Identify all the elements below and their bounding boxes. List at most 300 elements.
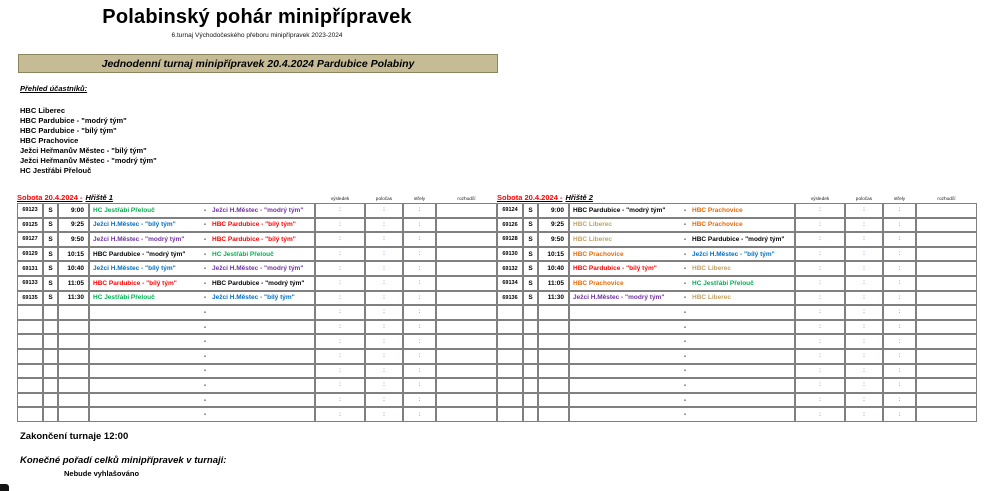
time-cell: 10:40 bbox=[538, 261, 569, 276]
teams-separator-dash: - bbox=[683, 323, 687, 331]
teams-cell bbox=[89, 320, 315, 335]
column-header-halftime: poločas bbox=[375, 196, 393, 202]
teams-separator-dash: - bbox=[203, 206, 207, 214]
day-cell bbox=[43, 364, 58, 379]
participants-heading: Přehled účastníků: bbox=[20, 84, 88, 93]
halftime-cell: : bbox=[365, 305, 403, 320]
referee-cell bbox=[916, 305, 977, 320]
referee-cell bbox=[436, 232, 497, 247]
day-cell bbox=[523, 393, 538, 408]
time-cell bbox=[538, 393, 569, 408]
day-cell bbox=[523, 407, 538, 422]
teams-separator-dash: - bbox=[683, 338, 687, 346]
teams-cell bbox=[569, 276, 795, 291]
participant-item: Ježci Heřmanův Městec - "modrý tým" bbox=[20, 156, 157, 165]
match-number-cell bbox=[497, 305, 523, 320]
time-cell bbox=[58, 378, 89, 393]
shots-cell: : bbox=[883, 247, 916, 262]
teams-cell bbox=[89, 261, 315, 276]
participant-item: HBC Prachovice bbox=[20, 136, 79, 145]
time-cell: 9:00 bbox=[538, 203, 569, 218]
match-row bbox=[497, 218, 977, 233]
teams-cell bbox=[569, 378, 795, 393]
column-header-shots: střely bbox=[413, 196, 426, 202]
result-cell: : bbox=[795, 203, 845, 218]
teams-cell bbox=[569, 247, 795, 262]
home-team: HBC Pardubice - "modrý tým" bbox=[573, 206, 666, 214]
home-team: Ježci H.Městec - "modrý tým" bbox=[573, 294, 665, 302]
match-number-cell: 69129 bbox=[17, 247, 43, 262]
result-cell: : bbox=[315, 378, 365, 393]
empty-row bbox=[17, 320, 497, 335]
page-header bbox=[18, 6, 496, 39]
referee-cell bbox=[436, 247, 497, 262]
teams-separator-dash: - bbox=[203, 338, 207, 346]
halftime-cell: : bbox=[365, 232, 403, 247]
time-cell bbox=[58, 349, 89, 364]
match-number-cell: 69134 bbox=[497, 276, 523, 291]
column-header-halftime: poločas bbox=[855, 196, 873, 202]
teams-separator-dash: - bbox=[203, 411, 207, 419]
match-number-cell bbox=[497, 407, 523, 422]
halftime-cell: : bbox=[365, 291, 403, 306]
referee-cell bbox=[436, 393, 497, 408]
participant-item: HBC Pardubice - "modrý tým" bbox=[20, 116, 127, 125]
teams-cell bbox=[89, 407, 315, 422]
match-number-cell: 69133 bbox=[17, 276, 43, 291]
schedule-date-title bbox=[17, 193, 315, 202]
halftime-cell: : bbox=[365, 349, 403, 364]
referee-cell bbox=[916, 261, 977, 276]
away-team: HC Jestřábi Přelouč bbox=[212, 250, 274, 258]
teams-cell bbox=[89, 203, 315, 218]
match-number-cell bbox=[17, 320, 43, 335]
teams-cell bbox=[89, 232, 315, 247]
teams-cell bbox=[89, 305, 315, 320]
result-cell: : bbox=[315, 349, 365, 364]
day-cell bbox=[523, 349, 538, 364]
day-cell: S bbox=[523, 232, 538, 247]
teams-separator-dash: - bbox=[203, 381, 207, 389]
column-header-referee: rozhodčí bbox=[457, 196, 476, 202]
teams-cell bbox=[569, 334, 795, 349]
tournament-banner: Jednodenní turnaj minipřípravek 20.4.2024 Pardubice Polabiny bbox=[18, 54, 498, 73]
result-cell: : bbox=[795, 218, 845, 233]
referee-cell bbox=[916, 276, 977, 291]
match-row bbox=[497, 247, 977, 262]
day-cell: S bbox=[43, 291, 58, 306]
result-cell: : bbox=[795, 276, 845, 291]
result-cell: : bbox=[315, 276, 365, 291]
home-team: HBC Pardubice - "bílý tým" bbox=[93, 279, 177, 287]
match-number-cell: 69135 bbox=[17, 291, 43, 306]
teams-separator-dash: - bbox=[203, 221, 207, 229]
day-cell bbox=[43, 378, 58, 393]
day-cell: S bbox=[523, 261, 538, 276]
day-cell: S bbox=[523, 247, 538, 262]
column-header-result: výsledek bbox=[810, 196, 830, 202]
shots-cell: : bbox=[403, 291, 436, 306]
time-cell: 9:25 bbox=[538, 218, 569, 233]
time-cell bbox=[538, 305, 569, 320]
result-cell: : bbox=[795, 334, 845, 349]
shots-cell: : bbox=[883, 291, 916, 306]
teams-separator-dash: - bbox=[203, 279, 207, 287]
teams-separator-dash: - bbox=[203, 352, 207, 360]
time-cell: 9:25 bbox=[58, 218, 89, 233]
participants-section bbox=[20, 84, 157, 176]
empty-row bbox=[497, 407, 977, 422]
day-cell: S bbox=[523, 203, 538, 218]
time-cell bbox=[538, 349, 569, 364]
away-team: HBC Pardubice - "modrý tým" bbox=[692, 235, 785, 243]
away-team: HBC Pardubice - "bílý tým" bbox=[212, 221, 296, 229]
empty-row bbox=[17, 349, 497, 364]
result-cell: : bbox=[315, 407, 365, 422]
away-team: Ježci H.Městec - "modrý tým" bbox=[212, 206, 304, 214]
referee-cell bbox=[436, 320, 497, 335]
shots-cell: : bbox=[403, 203, 436, 218]
match-number-cell bbox=[17, 364, 43, 379]
result-cell: : bbox=[315, 261, 365, 276]
result-cell: : bbox=[795, 305, 845, 320]
referee-cell bbox=[436, 291, 497, 306]
result-cell: : bbox=[795, 320, 845, 335]
halftime-cell: : bbox=[365, 334, 403, 349]
referee-cell bbox=[436, 378, 497, 393]
halftime-cell: : bbox=[365, 407, 403, 422]
home-team: HBC Liberec bbox=[573, 235, 613, 243]
referee-cell bbox=[436, 305, 497, 320]
column-header-referee: rozhodčí bbox=[937, 196, 956, 202]
result-cell: : bbox=[795, 247, 845, 262]
teams-separator-dash: - bbox=[683, 411, 687, 419]
result-cell: : bbox=[795, 364, 845, 379]
teams-separator-dash: - bbox=[683, 396, 687, 404]
teams-separator-dash: - bbox=[683, 367, 687, 375]
shots-cell: : bbox=[883, 349, 916, 364]
empty-row bbox=[17, 378, 497, 393]
day-cell bbox=[43, 349, 58, 364]
screen-corner-artifact bbox=[0, 484, 9, 491]
halftime-cell: : bbox=[365, 393, 403, 408]
match-number-cell: 69125 bbox=[17, 218, 43, 233]
day-cell bbox=[43, 305, 58, 320]
page-title: Polabinský pohár minipřípravek bbox=[102, 6, 412, 28]
time-cell: 9:50 bbox=[538, 232, 569, 247]
teams-separator-dash: - bbox=[683, 294, 687, 302]
home-team: Ježci H.Městec - "bílý tým" bbox=[93, 265, 176, 273]
day-cell: S bbox=[43, 218, 58, 233]
day-cell bbox=[523, 320, 538, 335]
time-cell bbox=[58, 364, 89, 379]
closing-time-note: Zakončení turnaje 12:00 bbox=[20, 431, 129, 442]
shots-cell: : bbox=[403, 393, 436, 408]
halftime-cell: : bbox=[365, 378, 403, 393]
time-cell bbox=[58, 320, 89, 335]
referee-cell bbox=[436, 407, 497, 422]
teams-separator-dash: - bbox=[683, 206, 687, 214]
shots-cell: : bbox=[403, 247, 436, 262]
match-number-cell: 69131 bbox=[17, 261, 43, 276]
shots-cell: : bbox=[883, 261, 916, 276]
empty-row bbox=[497, 393, 977, 408]
away-team: HBC Prachovice bbox=[692, 206, 743, 214]
match-row bbox=[497, 232, 977, 247]
shots-cell: : bbox=[883, 276, 916, 291]
shots-cell: : bbox=[883, 393, 916, 408]
teams-separator-dash: - bbox=[203, 265, 207, 273]
schedule-rows bbox=[497, 203, 977, 422]
teams-cell bbox=[89, 349, 315, 364]
shots-cell: : bbox=[403, 305, 436, 320]
referee-cell bbox=[916, 247, 977, 262]
match-row bbox=[17, 291, 497, 306]
halftime-cell: : bbox=[365, 247, 403, 262]
day-cell bbox=[523, 364, 538, 379]
day-cell: S bbox=[43, 232, 58, 247]
halftime-cell: : bbox=[845, 203, 883, 218]
empty-row bbox=[497, 305, 977, 320]
home-team: HBC Liberec bbox=[573, 221, 613, 229]
halftime-cell: : bbox=[845, 364, 883, 379]
participant-item: HBC Pardubice - "bílý tým" bbox=[20, 126, 117, 135]
schedule-header bbox=[17, 192, 497, 202]
final-standings-value: Nebude vyhlašováno bbox=[64, 469, 140, 478]
shots-cell: : bbox=[403, 407, 436, 422]
match-number-cell bbox=[497, 364, 523, 379]
teams-cell bbox=[89, 393, 315, 408]
time-cell bbox=[538, 334, 569, 349]
teams-cell bbox=[569, 364, 795, 379]
teams-separator-dash: - bbox=[203, 367, 207, 375]
shots-cell: : bbox=[883, 320, 916, 335]
halftime-cell: : bbox=[845, 407, 883, 422]
schedule-rows bbox=[17, 203, 497, 422]
day-cell bbox=[43, 320, 58, 335]
shots-cell: : bbox=[403, 232, 436, 247]
halftime-cell: : bbox=[845, 232, 883, 247]
teams-separator-dash: - bbox=[203, 235, 207, 243]
match-row bbox=[497, 203, 977, 218]
shots-cell: : bbox=[403, 349, 436, 364]
teams-separator-dash: - bbox=[203, 323, 207, 331]
shots-cell: : bbox=[883, 334, 916, 349]
referee-cell bbox=[436, 364, 497, 379]
halftime-cell: : bbox=[845, 393, 883, 408]
shots-cell: : bbox=[403, 218, 436, 233]
shots-cell: : bbox=[403, 364, 436, 379]
page-subtitle: 6.turnaj Východočeského přeboru minipřípravek 2023-2024 bbox=[171, 32, 343, 39]
column-header-shots: střely bbox=[893, 196, 906, 202]
time-cell: 10:15 bbox=[58, 247, 89, 262]
empty-row bbox=[497, 349, 977, 364]
time-cell bbox=[538, 378, 569, 393]
halftime-cell: : bbox=[365, 203, 403, 218]
result-cell: : bbox=[315, 334, 365, 349]
halftime-cell: : bbox=[845, 247, 883, 262]
teams-cell bbox=[569, 218, 795, 233]
teams-separator-dash: - bbox=[203, 308, 207, 316]
shots-cell: : bbox=[883, 305, 916, 320]
teams-cell bbox=[89, 276, 315, 291]
empty-row bbox=[497, 378, 977, 393]
referee-cell bbox=[436, 218, 497, 233]
match-number-cell: 69127 bbox=[17, 232, 43, 247]
teams-cell bbox=[569, 349, 795, 364]
referee-cell bbox=[916, 378, 977, 393]
match-number-cell: 69126 bbox=[497, 218, 523, 233]
teams-cell bbox=[89, 364, 315, 379]
halftime-cell: : bbox=[845, 349, 883, 364]
match-row bbox=[17, 218, 497, 233]
time-cell bbox=[538, 407, 569, 422]
result-cell: : bbox=[315, 364, 365, 379]
teams-cell bbox=[569, 407, 795, 422]
teams-cell bbox=[569, 232, 795, 247]
teams-separator-dash: - bbox=[203, 396, 207, 404]
column-header-result: výsledek bbox=[330, 196, 350, 202]
referee-cell bbox=[916, 232, 977, 247]
day-cell: S bbox=[43, 247, 58, 262]
match-number-cell bbox=[17, 393, 43, 408]
empty-row bbox=[17, 334, 497, 349]
away-team: HBC Pardubice - "bílý tým" bbox=[212, 235, 296, 243]
teams-cell bbox=[569, 203, 795, 218]
away-team: Ježci H.Městec - "bílý tým" bbox=[692, 250, 775, 258]
referee-cell bbox=[916, 320, 977, 335]
teams-cell bbox=[89, 218, 315, 233]
time-cell: 11:30 bbox=[538, 291, 569, 306]
referee-cell bbox=[436, 261, 497, 276]
match-number-cell: 69136 bbox=[497, 291, 523, 306]
teams-separator-dash: - bbox=[203, 294, 207, 302]
teams-separator-dash: - bbox=[683, 381, 687, 389]
referee-cell bbox=[916, 334, 977, 349]
shots-cell: : bbox=[883, 218, 916, 233]
day-cell: S bbox=[43, 276, 58, 291]
shots-cell: : bbox=[883, 364, 916, 379]
date-label: Sobota 20.4.2024 - bbox=[497, 193, 563, 202]
time-cell: 11:30 bbox=[58, 291, 89, 306]
halftime-cell: : bbox=[365, 261, 403, 276]
time-cell: 10:15 bbox=[538, 247, 569, 262]
shots-cell: : bbox=[883, 378, 916, 393]
empty-row bbox=[17, 305, 497, 320]
empty-row bbox=[497, 320, 977, 335]
day-cell bbox=[523, 334, 538, 349]
empty-row bbox=[497, 334, 977, 349]
teams-cell bbox=[89, 291, 315, 306]
match-row bbox=[497, 261, 977, 276]
match-number-cell bbox=[17, 334, 43, 349]
result-cell: : bbox=[315, 203, 365, 218]
empty-row bbox=[17, 407, 497, 422]
teams-separator-dash: - bbox=[683, 279, 687, 287]
day-cell bbox=[523, 378, 538, 393]
teams-separator-dash: - bbox=[683, 308, 687, 316]
referee-cell bbox=[916, 349, 977, 364]
empty-row bbox=[497, 364, 977, 379]
away-team: HBC Pardubice - "modrý tým" bbox=[212, 279, 305, 287]
participant-item: Ježci Heřmanův Městec - "bílý tým" bbox=[20, 146, 147, 155]
day-cell: S bbox=[523, 218, 538, 233]
day-cell: S bbox=[43, 261, 58, 276]
empty-row bbox=[17, 393, 497, 408]
match-row bbox=[17, 203, 497, 218]
time-cell bbox=[58, 305, 89, 320]
teams-cell bbox=[569, 261, 795, 276]
halftime-cell: : bbox=[845, 291, 883, 306]
halftime-cell: : bbox=[845, 218, 883, 233]
result-cell: : bbox=[795, 349, 845, 364]
away-team: HBC Liberec bbox=[692, 294, 732, 302]
result-cell: : bbox=[795, 407, 845, 422]
time-cell: 11:05 bbox=[58, 276, 89, 291]
day-cell: S bbox=[43, 203, 58, 218]
referee-cell bbox=[916, 218, 977, 233]
schedule-date-title bbox=[497, 193, 795, 202]
match-row bbox=[497, 291, 977, 306]
away-team: Ježci H.Městec - "modrý tým" bbox=[212, 265, 304, 273]
date-label: Sobota 20.4.2024 - bbox=[17, 193, 83, 202]
match-number-cell bbox=[497, 320, 523, 335]
referee-cell bbox=[436, 349, 497, 364]
home-team: HC Jestřábi Přelouč bbox=[93, 294, 155, 302]
day-cell: S bbox=[523, 276, 538, 291]
day-cell: S bbox=[523, 291, 538, 306]
match-row bbox=[17, 276, 497, 291]
match-number-cell bbox=[17, 378, 43, 393]
time-cell bbox=[538, 320, 569, 335]
time-cell: 9:00 bbox=[58, 203, 89, 218]
time-cell bbox=[58, 407, 89, 422]
time-cell: 11:05 bbox=[538, 276, 569, 291]
match-row bbox=[17, 232, 497, 247]
day-cell bbox=[523, 305, 538, 320]
match-number-cell bbox=[497, 349, 523, 364]
halftime-cell: : bbox=[845, 334, 883, 349]
home-team: HBC Prachovice bbox=[573, 250, 624, 258]
shots-cell: : bbox=[403, 334, 436, 349]
home-team: HBC Pardubice - "modrý tým" bbox=[93, 250, 186, 258]
shots-cell: : bbox=[403, 378, 436, 393]
halftime-cell: : bbox=[845, 305, 883, 320]
teams-cell bbox=[89, 378, 315, 393]
referee-cell bbox=[436, 276, 497, 291]
teams-separator-dash: - bbox=[683, 250, 687, 258]
result-cell: : bbox=[795, 393, 845, 408]
result-cell: : bbox=[795, 291, 845, 306]
halftime-cell: : bbox=[845, 276, 883, 291]
result-cell: : bbox=[795, 232, 845, 247]
teams-cell bbox=[569, 291, 795, 306]
referee-cell bbox=[436, 334, 497, 349]
result-cell: : bbox=[315, 291, 365, 306]
day-cell bbox=[43, 407, 58, 422]
result-cell: : bbox=[315, 320, 365, 335]
referee-cell bbox=[916, 393, 977, 408]
schedule-table-hriste-1 bbox=[17, 192, 497, 422]
shots-cell: : bbox=[403, 320, 436, 335]
match-row bbox=[497, 276, 977, 291]
halftime-cell: : bbox=[365, 276, 403, 291]
time-cell: 9:50 bbox=[58, 232, 89, 247]
shots-cell: : bbox=[883, 203, 916, 218]
teams-cell bbox=[89, 247, 315, 262]
teams-cell bbox=[89, 334, 315, 349]
time-cell: 10:40 bbox=[58, 261, 89, 276]
